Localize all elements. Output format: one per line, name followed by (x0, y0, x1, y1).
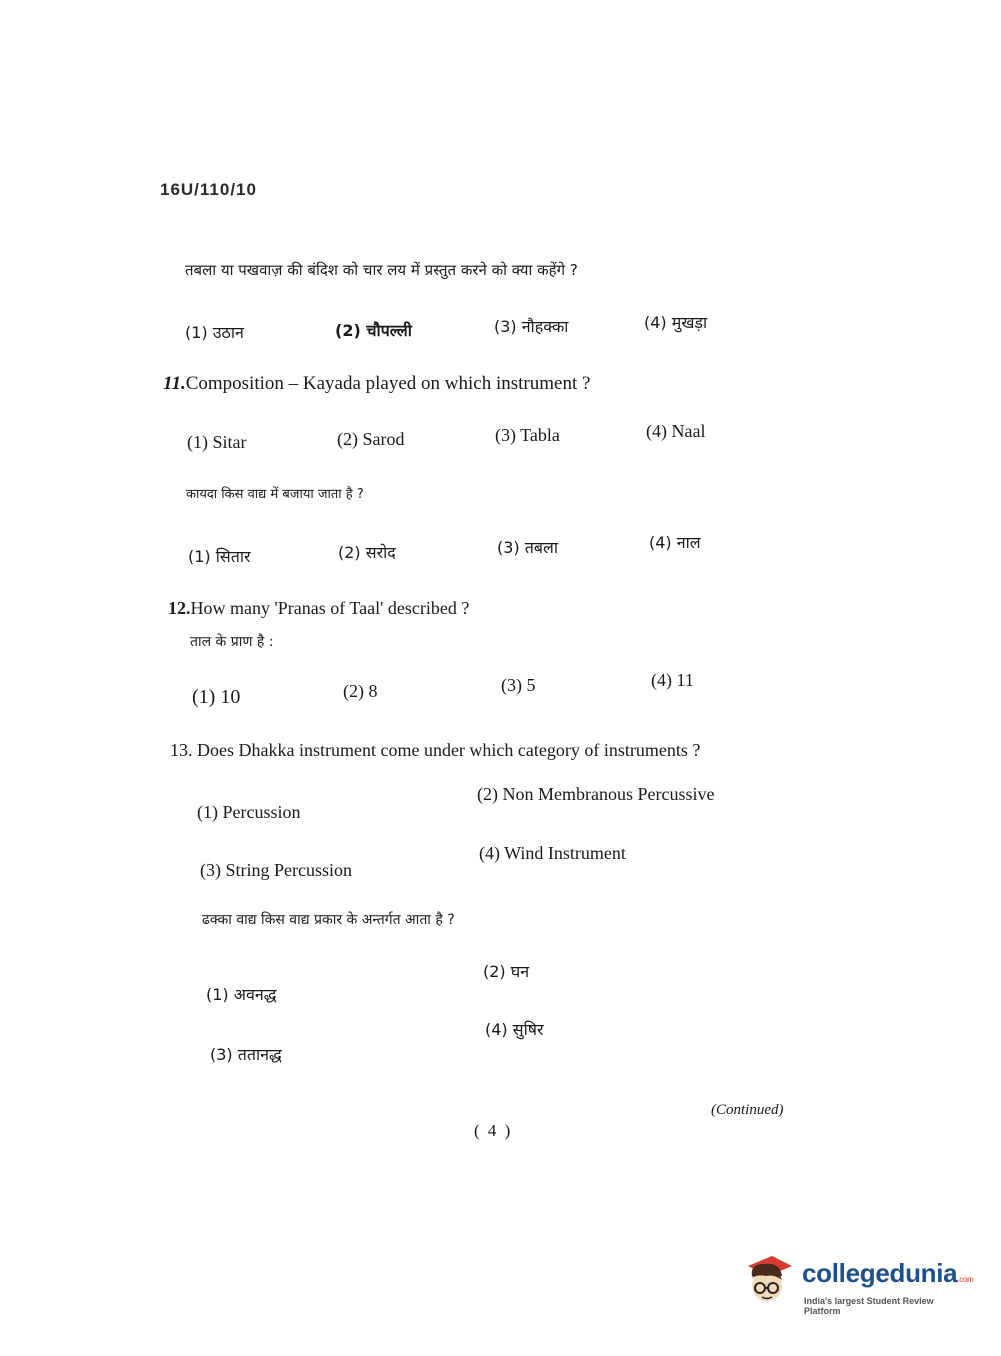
q13-question (170, 740, 700, 761)
q12-option-1: (1) 10 (192, 686, 241, 708)
q13-hindi-option-4: (4) सुषिर (485, 1020, 544, 1039)
q12-option-3: (3) 5 (501, 675, 536, 695)
q11-option-4: (4) Naal (646, 421, 706, 441)
q13-option-4: (4) Wind Instrument (479, 843, 626, 863)
q11-question (163, 373, 590, 395)
q10-hindi-text: तबला या पखवाज़ की बंदिश को चार लय में प्रस्तुत करने को क्या कहेंगे ? (185, 261, 578, 279)
q12-option-4: (4) 11 (651, 670, 694, 690)
q13-option-2: (2) Non Membranous Percussive (477, 784, 715, 804)
logo-wordmark (802, 1258, 973, 1289)
q12-question (168, 598, 469, 619)
q11-hindi-text: कायदा किस वाद्य में बजाया जाता है ? (186, 487, 364, 502)
q11-option-2: (2) Sarod (337, 429, 405, 449)
q13-hindi-option-3: (3) ततानद्ध (210, 1045, 282, 1064)
q11-hindi-option-2: (2) सरोद (338, 543, 396, 562)
q13-hindi-text: ढक्का वाद्य किस वाद्य प्रकार के अन्तर्गत आता है ? (202, 912, 455, 928)
q10-option-4: (4) मुखड़ा (644, 313, 708, 332)
q13-hindi-option-1: (1) अवनद्ध (206, 985, 277, 1004)
q10-option-1: (1) उठान (185, 323, 244, 342)
q13-number: 13. (170, 740, 193, 760)
q11-hindi-option-4: (4) नाल (649, 533, 701, 552)
logo-suffix: .com (957, 1275, 974, 1284)
paper-code: 16U/110/10 (160, 180, 257, 199)
q11-hindi-option-3: (3) तबला (497, 538, 558, 557)
q11-text: Composition – Kayada played on which instrument ? (185, 373, 591, 394)
continued-note: (Continued) (711, 1102, 784, 1118)
q11-option-3: (3) Tabla (495, 425, 560, 445)
q11-number: 11. (163, 373, 186, 394)
q13-option-1: (1) Percussion (197, 802, 301, 822)
q13-text: Does Dhakka instrument come under which category of instruments ? (197, 740, 701, 760)
q12-option-2: (2) 8 (343, 681, 378, 701)
q12-number: 12. (168, 598, 191, 618)
logo-tagline: India's largest Student Review Platform (804, 1296, 934, 1316)
q12-hindi-text: ताल के प्राण है : (190, 634, 274, 650)
q13-option-3: (3) String Percussion (200, 860, 352, 880)
logo-name-text: collegedunia (802, 1258, 958, 1288)
q10-option-3: (3) नौहक्का (494, 317, 569, 336)
q12-text: How many 'Pranas of Taal' described ? (190, 598, 470, 618)
collegedunia-logo (742, 1250, 972, 1320)
q10-option-2: (2) चौपल्ली (335, 321, 412, 340)
page-number: ( 4 ) (474, 1121, 513, 1140)
q11-hindi-option-1: (1) सितार (188, 547, 251, 566)
mascot-icon (742, 1254, 796, 1308)
q13-hindi-option-2: (2) घन (483, 962, 530, 981)
q11-option-1: (1) Sitar (187, 432, 247, 452)
